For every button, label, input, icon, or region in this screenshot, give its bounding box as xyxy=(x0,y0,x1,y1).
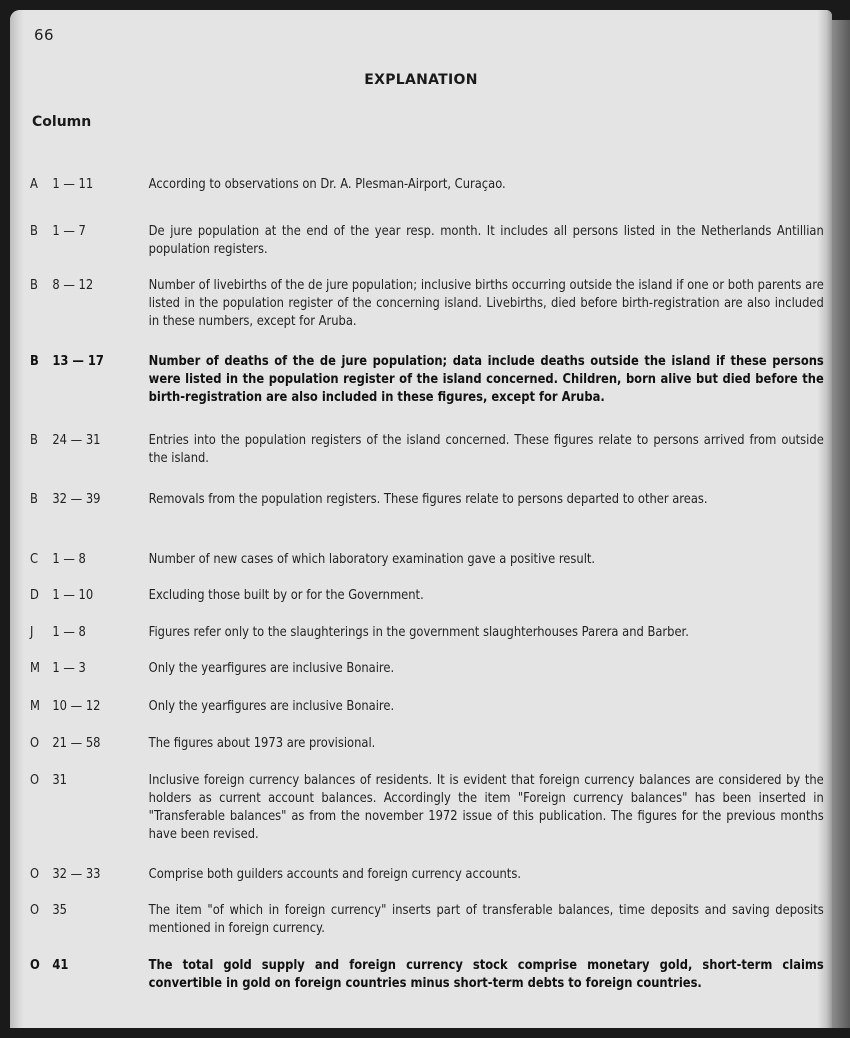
entry-range: 1 — 8 xyxy=(52,552,86,567)
entry-range: 1 — 8 xyxy=(52,625,86,640)
entry-code: J xyxy=(30,625,34,640)
entry-range: 24 — 31 xyxy=(52,433,101,448)
entry-range: 31 xyxy=(52,773,68,788)
entry-text: The figures about 1973 are provisional. xyxy=(148,736,376,751)
entry-range: 10 — 12 xyxy=(52,699,101,714)
entry-range: 1 — 11 xyxy=(52,177,94,192)
entry-text: Figures refer only to the slaughterings in the government slaughterhouses Parera and Barber. xyxy=(148,625,689,640)
entry-b-13-17 xyxy=(30,353,824,407)
entry-range: 1 — 10 xyxy=(52,588,94,603)
entry-text: Comprise both guilders accounts and foreign currency accounts. xyxy=(148,867,521,882)
entry-text: Number of new cases of which laboratory examination gave a positive result. xyxy=(148,552,596,567)
entry-range: 8 — 12 xyxy=(52,278,94,293)
entry-code: O xyxy=(30,867,40,882)
entry-d-1-10 xyxy=(30,587,709,605)
entry-text: De jure population at the end of the year resp. month. It includes all persons listed in the Netherlands Antillian population registers. xyxy=(148,224,824,257)
entry-text: Number of livebirths of the de jure population; inclusive births occurring outside the island if one or both parents are listed in the population register of the concerning island. Livebirths, died before birth-registration are also included in these numbers, except for Aruba. xyxy=(148,278,824,329)
page-title: EXPLANATION xyxy=(364,72,478,88)
book-spine xyxy=(832,20,850,1028)
entry-text: Removals from the population registers. These figures relate to persons departed to other areas. xyxy=(148,492,708,507)
column-header: Column xyxy=(32,114,92,130)
entry-text: Only the yearfigures are inclusive Bonaire. xyxy=(148,661,395,676)
entry-text: Excluding those built by or for the Government. xyxy=(148,588,424,603)
entry-text: The total gold supply and foreign currency stock comprise monetary gold, short-term claims convertible in gold on foreign countries minus short-term debts to foreign countries. xyxy=(148,958,824,991)
entry-text: The item "of which in foreign currency" inserts part of transferable balances, time deposits and saving deposits mentioned in foreign currency. xyxy=(148,903,824,936)
entry-b-32-39 xyxy=(30,491,709,509)
entry-text: Number of deaths of the de jure population; data include deaths outside the island if these persons were listed in the population register of the island concerned. Children, born alive but died before the birth-registration are also included in these figures, except for Aruba. xyxy=(148,354,824,405)
entry-o-21-58 xyxy=(30,735,709,753)
entry-range: 32 — 33 xyxy=(52,867,101,882)
entry-range: 1 — 7 xyxy=(52,224,86,239)
entry-text: Inclusive foreign currency balances of residents. It is evident that foreign currency balances are considered by the holders as current account balances. Accordingly the item "Foreign currency balances" has been inserted in "Transferable balances" as from the november 1972 issue of this publication. The figures for the previous months have been revised. xyxy=(148,773,824,842)
entry-b-1-7 xyxy=(30,223,824,259)
entry-code: B xyxy=(30,278,38,293)
entry-code: M xyxy=(30,661,40,676)
entry-j-1-8 xyxy=(30,624,709,642)
entry-code: M xyxy=(30,699,40,714)
entry-o-35 xyxy=(30,902,824,938)
entry-code: C xyxy=(30,552,39,567)
entry-code: B xyxy=(30,433,38,448)
page-number: 66 xyxy=(34,26,55,44)
document-page xyxy=(10,10,832,1028)
entry-code: B xyxy=(30,492,38,507)
entry-b-8-12 xyxy=(30,277,824,331)
entry-range: 13 — 17 xyxy=(52,354,104,369)
entry-range: 21 — 58 xyxy=(52,736,101,751)
entry-m-1-3 xyxy=(30,660,709,678)
entry-range: 35 xyxy=(52,903,68,918)
entry-c-1-8 xyxy=(30,551,709,569)
entry-o-32-33 xyxy=(30,866,709,884)
entry-code: O xyxy=(30,903,40,918)
entry-code: O xyxy=(30,773,40,788)
entry-code: O xyxy=(30,736,40,751)
entry-range: 1 — 3 xyxy=(52,661,86,676)
entry-text: Entries into the population registers of the island concerned. These figures relate to persons arrived from outside the island. xyxy=(148,433,824,466)
entry-range: 32 — 39 xyxy=(52,492,101,507)
entry-code: B xyxy=(30,354,39,369)
entry-code: B xyxy=(30,224,38,239)
entry-a-1-11 xyxy=(30,176,709,194)
entry-m-10-12 xyxy=(30,698,709,716)
entry-code: O xyxy=(30,958,40,973)
entry-o-41 xyxy=(30,957,824,993)
entry-code: A xyxy=(30,177,38,192)
entry-range: 41 xyxy=(52,958,69,973)
entry-code: D xyxy=(30,588,39,603)
entry-o-31 xyxy=(30,772,824,844)
entry-text: According to observations on Dr. A. Plesman-Airport, Curaçao. xyxy=(148,177,506,192)
page-edge-left xyxy=(10,10,24,1028)
entry-text: Only the yearfigures are inclusive Bonaire. xyxy=(148,699,395,714)
entry-b-24-31 xyxy=(30,432,824,468)
